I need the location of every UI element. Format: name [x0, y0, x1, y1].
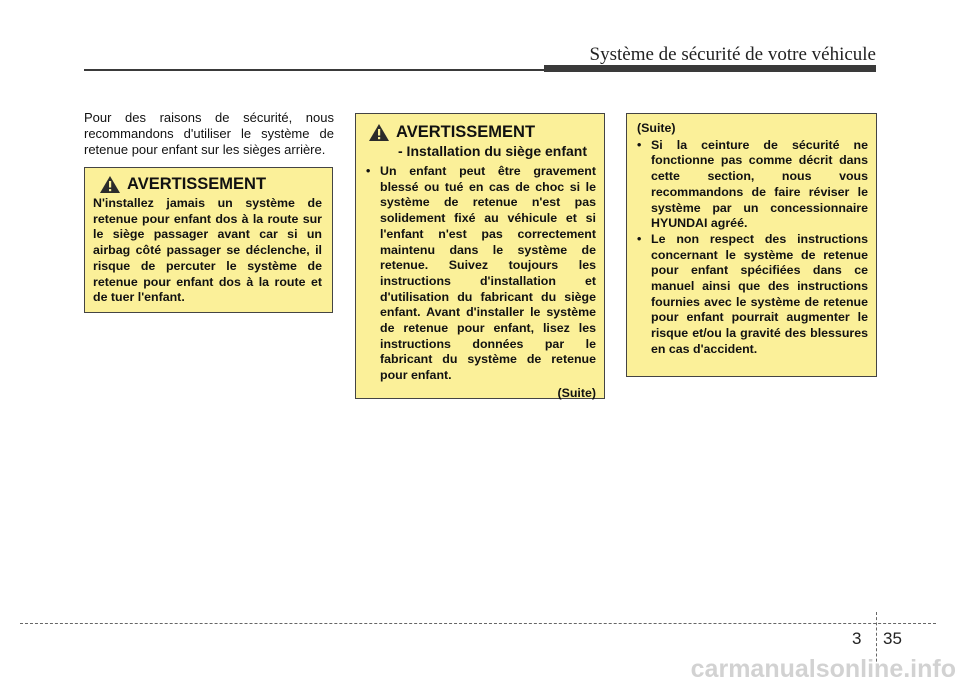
- continued-label: (Suite): [557, 385, 596, 400]
- footer-rule: [20, 623, 936, 624]
- warning-heading: [364, 122, 596, 142]
- warning-bullet-item: • Le non respect des instructions concernant le système de retenue pour enfant spécifiées dans ce manuel ainsi que des instructions fournies avec le système de retenue pour enfant pourrait augmenter le risque et/ou la gravité des blessures en cas d'accident.: [635, 232, 868, 358]
- watermark: carmanualsonline.info: [690, 655, 956, 683]
- warning-triangle-icon: [99, 175, 121, 194]
- intro-paragraph: Pour des raisons de sécurité, nous recommandons d'utiliser le système de retenue pour enfant sur les sièges arrière.: [84, 110, 334, 157]
- header-rule-accent: [544, 65, 876, 72]
- warning-title: AVERTISSEMENT: [127, 175, 267, 193]
- warning-body: N'installez jamais un système de retenue pour enfant dos à la route sur le siège passager avant car si un airbag côté passager se déclenche, il risque de percuter le système de retenue pour enfant dos à la route et de tuer l'enfant.: [93, 196, 322, 305]
- warning-subtitle: - Installation du siège enfant: [398, 143, 588, 159]
- warning-bullet-item: • Si la ceinture de sécurité ne fonctionne pas comme décrit dans cette section, nous vous recommandons de faire réviser le système par un concessionnaire HYUNDAI agréé.: [635, 138, 868, 232]
- chapter-number: 3: [852, 629, 862, 648]
- warning-bullet-item: • Un enfant peut être gravement blessé ou tué en cas de choc si le système de retenue n'est pas solidement fixé au véhicule et si l'enfant n'est pas correctement maintenu dans le système de retenue. Suivez toujours les instructions d'installation et d'utilisation du fabricant du siège enfant. Avant d'installer le système de retenue pour enfant, lisez les instructions données par le fabricant du système de retenue pour enfant.: [364, 164, 596, 384]
- warning-box-child-seat-installation: [355, 113, 605, 399]
- continued-label: (Suite): [637, 121, 676, 135]
- warning-box-continued: [626, 113, 877, 377]
- page-header-title: Système de sécurité de votre véhicule: [589, 44, 876, 65]
- warning-triangle-icon: [368, 123, 390, 142]
- warning-box-airbag: [84, 167, 333, 313]
- warning-bullet-list: [364, 164, 596, 384]
- page-number: 35: [883, 629, 902, 648]
- warning-heading: [93, 174, 322, 194]
- warning-title: AVERTISSEMENT: [396, 123, 536, 141]
- warning-bullet-list: [635, 138, 868, 358]
